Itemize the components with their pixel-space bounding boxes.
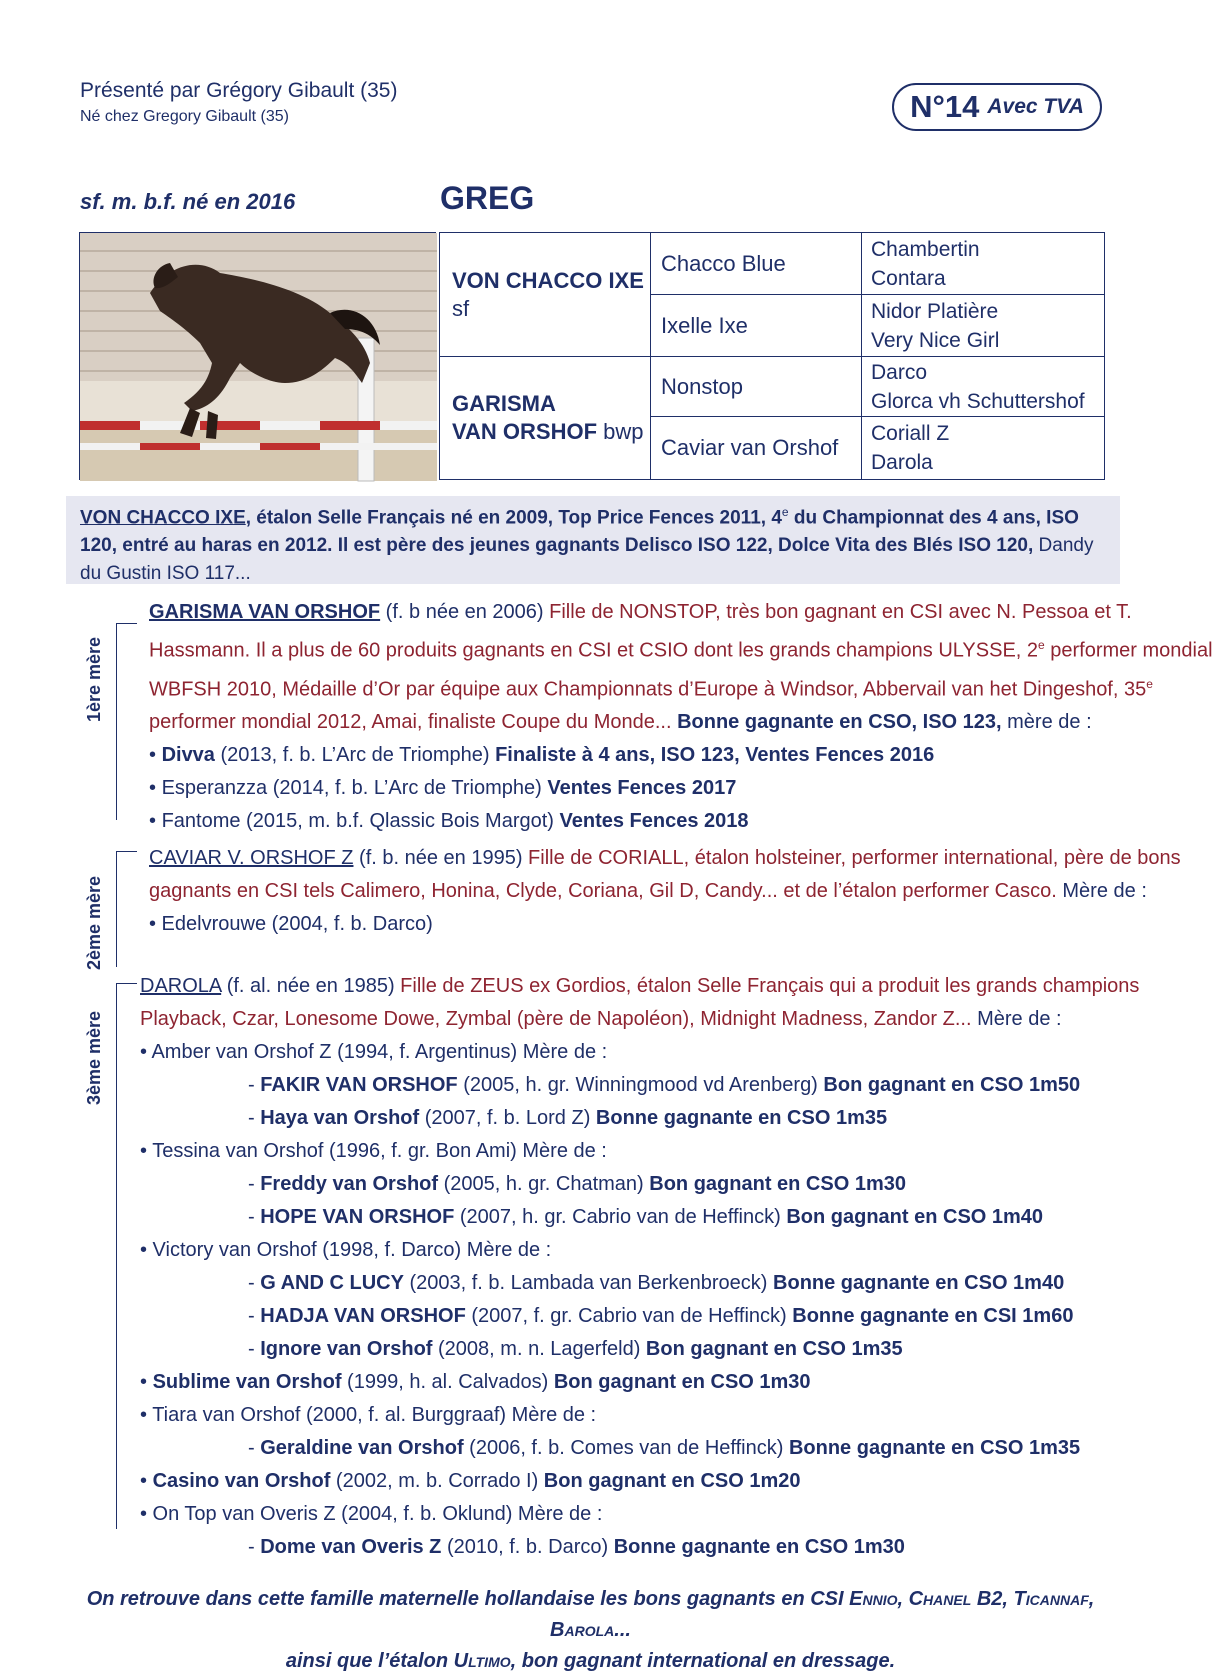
foal-info: (2007, f. gr. Cabrio van de Heffinck)	[465, 1305, 793, 1327]
list-item: - Dome van Overis Z (2010, f. b. Darco) Bonne gagnante en CSO 1m30	[248, 1536, 905, 1558]
sire-note-text: Dandy	[1038, 535, 1094, 557]
list-item: • Edelvrouwe (2004, f. b. Darco)	[149, 913, 433, 935]
sire-sire-name: Chacco Blue	[661, 250, 786, 276]
text-run: performer mondial	[1044, 639, 1213, 662]
list-item: • Esperanzza (2014, f. b. L’Arc de Triomphe) Ventes Fences 2017	[149, 777, 737, 800]
list-item: - Geraldine van Orshof (2006, f. b. Comes van de Heffinck) Bonne gagnante en CSO 1m35	[248, 1437, 1081, 1459]
bracket-mere1	[116, 623, 137, 820]
sire-note-text: , étalon Selle Français né en 2009, Top Price Fences 2011, 4	[245, 507, 782, 529]
mere1-name: GARISMA VAN ORSHOF	[149, 601, 381, 623]
sire-note-name: VON CHACCO IXE	[80, 507, 246, 529]
text-line	[149, 842, 1181, 875]
list-item: - FAKIR VAN ORSHOF (2005, h. gr. Winningmood vd Arenberg) Bon gagnant en CSO 1m50	[248, 1074, 1081, 1096]
list-item: • Sublime van Orshof (1999, h. al. Calvados) Bon gagnant en CSO 1m30	[140, 1371, 811, 1393]
horse-photo	[79, 232, 436, 480]
foal-result: Bonne gagnante en CSO 1m35	[788, 1437, 1081, 1459]
mere3-block	[140, 970, 1139, 1564]
text-line	[149, 668, 1213, 707]
text-line	[140, 1003, 1139, 1036]
dam-name-1: GARISMA	[452, 391, 556, 416]
mere1-label: 1ère mère	[84, 636, 104, 722]
foal-name: Ignore van Orshof	[260, 1338, 433, 1360]
text-run: (f. b née en 2006)	[380, 601, 550, 623]
pedigree-gg-3	[862, 357, 1104, 417]
text-run: Playback, Czar, Lonesome Dowe, Zymbal (père de Napoléon), Midnight Madness, Zandor Z...	[140, 1008, 972, 1030]
pedigree-sire-dam	[651, 295, 862, 357]
dam-dam-name: Caviar van Orshof	[661, 435, 839, 460]
list-item: • Divva (2013, f. b. L’Arc de Triomphe) Finaliste à 4 ans, ISO 123, Ventes Fences 2016	[149, 744, 935, 767]
text-run: WBFSH 2010, Médaille d’Or par équipe aux Championnats d’Europe à Windsor, Abbervail van het Dingeshof, 35	[149, 678, 1147, 701]
pedigree-gg-2	[862, 295, 1104, 357]
vat-label: Avec TVA	[987, 95, 1084, 118]
list-item: • Tessina van Orshof (1996, f. gr. Bon Ami) Mère de :	[140, 1140, 607, 1162]
foal-info: (2003, f. b. Lambada van Berkenbroeck)	[403, 1272, 774, 1294]
foal-name: Casino van Orshof	[152, 1470, 331, 1492]
presenter-text: Présenté par Grégory Gibault (35)	[80, 79, 398, 102]
gg-name: Very Nice Girl	[871, 328, 1000, 352]
foal-name: Divva	[161, 744, 215, 767]
jumping-horse-image	[80, 233, 437, 481]
gg-name: Darola	[871, 451, 933, 474]
text-run: On retrouve dans cette famille maternelle hollandaise les bons gagnants en CSI	[86, 1588, 850, 1610]
foal-info: (2008, m. n. Lagerfeld)	[432, 1338, 646, 1360]
foal-info: (2002, m. b. Corrado I)	[330, 1470, 544, 1492]
gg-name: Nidor Platière	[871, 299, 999, 323]
text-run: Chanel B2	[908, 1588, 1003, 1610]
text-line	[149, 629, 1213, 668]
foal-result: Bon gagnant en CSO 1m30	[553, 1371, 811, 1393]
list-item: • On Top van Overis Z (2004, f. b. Oklund) Mère de :	[140, 1503, 603, 1525]
horse-name: GREG	[440, 180, 535, 216]
gg-name: Glorca vh Schuttershof	[871, 389, 1085, 413]
dam-name-2: VAN ORSHOF	[452, 419, 598, 444]
foal-result: Ventes Fences 2018	[559, 810, 749, 833]
sire-note-text: du Championnat des 4 ans, ISO	[788, 507, 1079, 529]
foal-name: Haya van Orshof	[260, 1107, 420, 1129]
foal-info: (2014, f. b. L’Arc de Triomphe)	[267, 777, 548, 800]
list-item: - HOPE VAN ORSHOF (2007, h. gr. Cabrio van de Heffinck) Bon gagnant en CSO 1m40	[248, 1206, 1044, 1228]
foal-info: (1999, h. al. Calvados)	[341, 1371, 554, 1393]
mere2-block	[149, 842, 1181, 941]
foal-name: HOPE VAN ORSHOF	[260, 1206, 455, 1228]
text-run: Ticannaf	[1013, 1588, 1089, 1610]
text-run: ainsi que l’étalon	[285, 1650, 454, 1672]
foal-result: Bonne gagnante en CSO 1m40	[773, 1272, 1065, 1294]
foal-result: Bon gagnant en CSO 1m50	[823, 1074, 1081, 1096]
pedigree-dam	[440, 357, 651, 479]
text-run: performer mondial 2012, Amai, finaliste Coupe du Monde...	[149, 711, 672, 734]
gg-name: Darco	[871, 360, 928, 384]
text-run: Mère de :	[1056, 880, 1147, 902]
text-run: Fille de ZEUS ex Gordios, étalon Selle Français qui a produit les grands champions	[400, 975, 1140, 997]
dam-sire-name: Nonstop	[661, 373, 743, 399]
text-run: Barola	[550, 1619, 615, 1641]
mere2-label: 2ème mère	[84, 875, 104, 970]
foal-name: Freddy van Orshof	[260, 1173, 439, 1195]
text-run: Fille de NONSTOP, très bon gagnant en CSI avec N. Pessoa et T.	[549, 601, 1132, 623]
text-line	[149, 596, 1213, 629]
foal-result: Bonne gagnante en CSO 1m35	[595, 1107, 888, 1129]
foal-name: HADJA VAN ORSHOF	[260, 1305, 466, 1327]
foal-name: Sublime van Orshof	[152, 1371, 342, 1393]
pedigree-gg-1	[862, 233, 1104, 295]
foal-name: Fantome	[161, 810, 241, 833]
foal-info: (2013, f. b. L’Arc de Triomphe)	[214, 744, 496, 767]
text-line	[140, 970, 1139, 1003]
list-item: - HADJA VAN ORSHOF (2007, f. gr. Cabrio van de Heffinck) Bonne gagnante en CSI 1m60	[248, 1305, 1074, 1327]
foal-result: Bonne gagnante en CSO 1m30	[613, 1536, 905, 1558]
sire-note	[66, 496, 1120, 584]
text-run: Hassmann. Il a plus de 60 produits gagnants en CSI et CSIO dont les grands champions ULYSSE, 2	[149, 639, 1039, 662]
list-item: • Amber van Orshof Z (1994, f. Argentinus) Mère de :	[140, 1041, 608, 1063]
text-line	[149, 875, 1181, 908]
sup: e	[781, 505, 789, 519]
text-run: Mère de :	[971, 1008, 1062, 1030]
list-item: • Fantome (2015, m. b.f. Qlassic Bois Margot) Ventes Fences 2018	[149, 810, 749, 833]
foal-name: FAKIR VAN ORSHOF	[260, 1074, 458, 1096]
mere2-name: CAVIAR V. ORSHOF Z	[149, 847, 354, 869]
list-item: - Ignore van Orshof (2008, m. n. Lagerfeld) Bon gagnant en CSO 1m35	[248, 1338, 903, 1360]
sup: e	[1146, 676, 1153, 691]
foal-info: (2015, m. b.f. Qlassic Bois Margot)	[240, 810, 560, 833]
foal-result: Bon gagnant en CSO 1m35	[645, 1338, 903, 1360]
list-item: - G AND C LUCY (2003, f. b. Lambada van Berkenbroeck) Bonne gagnante en CSO 1m40	[248, 1272, 1065, 1294]
lot-number: N°14	[910, 89, 980, 124]
text-run: Bonne gagnante en CSO, ISO 123,	[671, 711, 1002, 734]
pedigree-sire-sire	[651, 233, 862, 295]
text-run: Fille de CORIALL, étalon holsteiner, performer international, père de bons	[528, 847, 1181, 869]
foal-info: (2007, h. gr. Cabrio van de Heffinck)	[454, 1206, 787, 1228]
text-run: (f. al. née en 1985)	[221, 975, 401, 997]
text-run: (f. b. née en 1995)	[353, 847, 529, 869]
bracket-mere3	[116, 983, 137, 1529]
foal-info: (2007, f. b. Lord Z)	[419, 1107, 596, 1129]
foal-result: Ventes Fences 2017	[547, 777, 737, 800]
pedigree-gg-4	[862, 417, 1104, 479]
sire-note-text: du Gustin ISO 117...	[80, 563, 251, 585]
foal-result: Bon gagnant en CSO 1m30	[649, 1173, 906, 1195]
sup: e	[1038, 638, 1045, 652]
mere1-block	[149, 596, 1213, 838]
sire-suffix: sf	[452, 295, 470, 321]
pedigree-table	[439, 232, 1105, 480]
foal-result: Bon gagnant en CSO 1m20	[543, 1470, 801, 1492]
gg-name: Contara	[871, 266, 946, 290]
text-run: mère de :	[1001, 711, 1092, 734]
sire-note-line	[80, 498, 1106, 532]
list-item: • Victory van Orshof (1998, f. Darco) Mère de :	[140, 1239, 552, 1261]
sire-note-line	[80, 532, 1106, 560]
sire-note-text: 120, entré au haras en 2012. Il est père des jeunes gagnants Delisco ISO 122, Dolce Vita des Blés ISO 120,	[80, 535, 1034, 557]
sire-name: VON CHACCO IXE	[452, 267, 644, 293]
bracket-mere2	[116, 851, 137, 967]
list-item: • Tiara van Orshof (2000, f. al. Burggraaf) Mère de :	[140, 1404, 597, 1426]
pedigree-sire	[440, 233, 651, 357]
mere3-name: DAROLA	[140, 975, 222, 997]
footer-line: On retrouve dans cette famille maternelle hollandaise les bons gagnants en CSI Ennio, Chanel B2, Ticannaf, Barola...	[86, 1588, 1095, 1641]
pedigree-dam-dam	[651, 417, 862, 479]
foal-name: G AND C LUCY	[260, 1272, 404, 1294]
text-run: Ennio	[849, 1588, 898, 1610]
text-run: Ultimo	[453, 1650, 511, 1672]
list-item: - Haya van Orshof (2007, f. b. Lord Z) Bonne gagnante en CSO 1m35	[248, 1107, 888, 1129]
foal-name: Geraldine van Orshof	[260, 1437, 464, 1459]
dam-suffix: bwp	[603, 419, 644, 444]
pedigree-dam-sire	[651, 357, 862, 417]
foal-info: (2005, h. gr. Winningmood vd Arenberg)	[457, 1074, 824, 1096]
horse-description: sf. m. b.f. né en 2016	[80, 189, 296, 214]
list-item: - Freddy van Orshof (2005, h. gr. Chatman) Bon gagnant en CSO 1m30	[248, 1173, 906, 1195]
gg-name: Coriall Z	[871, 422, 950, 445]
gg-name: Chambertin	[871, 237, 980, 261]
foal-info: (2010, f. b. Darco)	[441, 1536, 614, 1558]
sire-dam-name: Ixelle Ixe	[661, 312, 748, 338]
text-run: gagnants en CSI tels Calimero, Honina, Clyde, Coriana, Gil D, Candy... et de l’étalon performer Casco.	[149, 880, 1057, 902]
text-run: , bon gagnant international en dressage.	[510, 1650, 896, 1672]
foal-result: Finaliste à 4 ans, ISO 123, Ventes Fences 2016	[495, 744, 935, 767]
foal-name: Esperanzza	[161, 777, 268, 800]
footer-line	[60, 1646, 1121, 1677]
breeder-text: Né chez Gregory Gibault (35)	[80, 108, 289, 125]
text-line	[149, 706, 1213, 739]
footer-note	[60, 1584, 1121, 1677]
foal-result: Bonne gagnante en CSI 1m60	[792, 1305, 1074, 1327]
foal-name: Dome van Overis Z	[260, 1536, 442, 1558]
foal-info: (2005, h. gr. Chatman)	[438, 1173, 650, 1195]
lot-badge	[892, 83, 1102, 131]
mere3-label: 3ème mère	[84, 1010, 104, 1105]
foal-info: (2006, f. b. Comes van de Heffinck)	[463, 1437, 789, 1459]
list-item: • Casino van Orshof (2002, m. b. Corrado I) Bon gagnant en CSO 1m20	[140, 1470, 801, 1492]
foal-result: Bon gagnant en CSO 1m40	[786, 1206, 1044, 1228]
sire-note-line	[80, 560, 1106, 588]
